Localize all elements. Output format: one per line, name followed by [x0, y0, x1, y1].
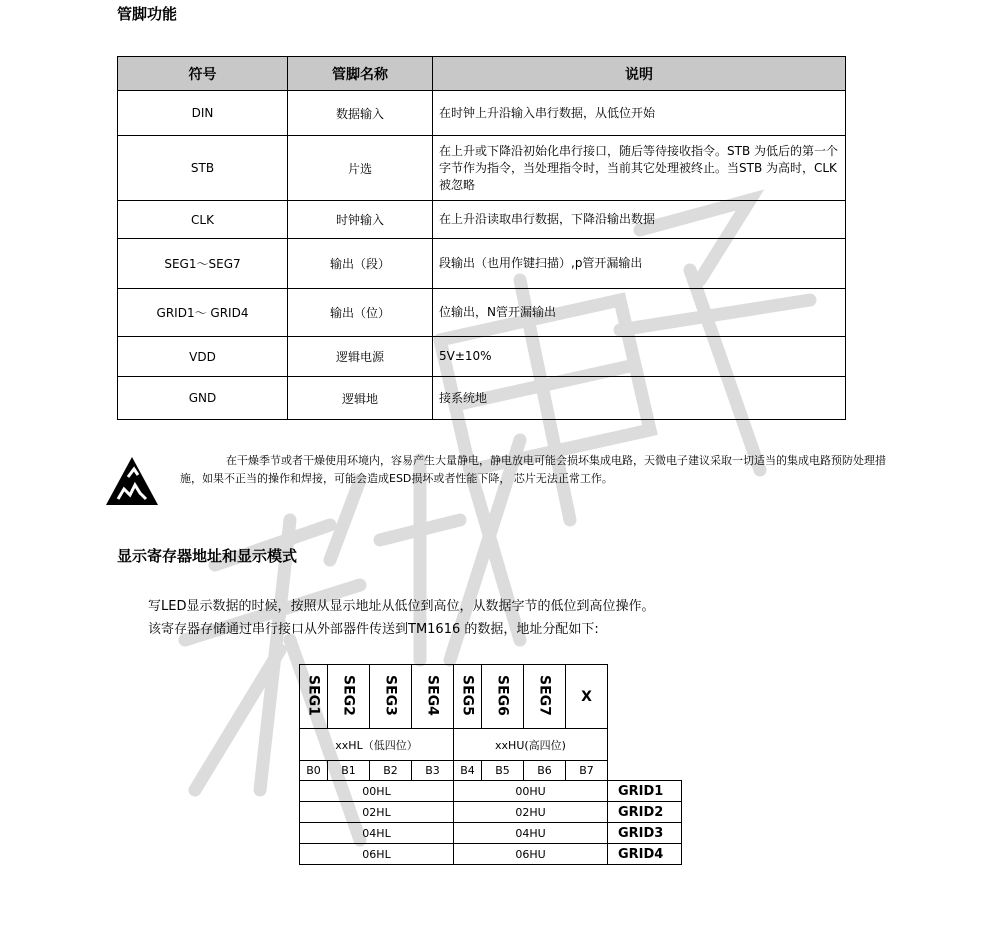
header-pin-name: 管脚名称 [288, 57, 433, 91]
pin-name: 时钟输入 [288, 201, 433, 239]
grid-label: GRID2 [608, 802, 682, 823]
low-address: 00HL [300, 781, 454, 802]
table-header-row [118, 57, 846, 91]
table-row [118, 289, 846, 337]
pin-symbol: DIN [118, 91, 288, 136]
seg-label: SEG7 [536, 674, 553, 716]
esd-warning-text: 在干燥季节或者干燥使用环境内，容易产生大量静电，静电放电可能会损坏集成电路，天微电子建议采取一切适当的集成电路预防处理措施，如果不正当的操作和焊接，可能会造成ESD损坏或者性能下降， 芯片无法正常工作。 [180, 454, 886, 485]
high-address: 00HU [454, 781, 608, 802]
table-row [118, 337, 846, 377]
grid-label: GRID4 [608, 844, 682, 865]
high-nibble-label: xxHU(高四位) [454, 729, 608, 761]
bit-label: B3 [412, 761, 454, 781]
seg-label: SEG5 [459, 674, 476, 716]
seg-cell [370, 665, 412, 729]
pin-desc: 在上升或下降沿初始化串行接口，随后等待接收指令。STB 为低后的第一个字节作为指令，当处理指令时，当前其它处理被终止。当STB 为高时，CLK 被忽略 [433, 136, 846, 201]
seg-label: SEG4 [424, 674, 441, 716]
high-address: 04HU [454, 823, 608, 844]
pin-desc: 段输出（也用作键扫描）,p管开漏输出 [433, 239, 846, 289]
seg-row [300, 665, 682, 729]
address-row [300, 844, 682, 865]
pin-name: 输出（位） [288, 289, 433, 337]
paragraph-1: 写LED显示数据的时候，按照从显示地址从低位到高位，从数据字节的低位到高位操作。 [148, 599, 655, 614]
pin-name: 数据输入 [288, 91, 433, 136]
table-row [118, 201, 846, 239]
nibble-row [300, 729, 682, 761]
pin-desc: 5V±10% [433, 337, 846, 377]
bit-label: B1 [328, 761, 370, 781]
pin-symbol: STB [118, 136, 288, 201]
esd-warning-icon [104, 455, 160, 507]
bit-label: B4 [454, 761, 482, 781]
high-address: 06HU [454, 844, 608, 865]
section-title-pin-function: 管脚功能 [117, 5, 178, 23]
address-row [300, 823, 682, 844]
x-label: X [581, 688, 592, 705]
grid-label: GRID3 [608, 823, 682, 844]
paragraph-2: 该寄存器存储通过串行接口从外部器件传送到TM1616 的数据，地址分配如下: [148, 622, 599, 637]
bit-row [300, 761, 682, 781]
seg-cell [524, 665, 566, 729]
pin-function-table [117, 56, 846, 420]
low-address: 04HL [300, 823, 454, 844]
address-row [300, 781, 682, 802]
low-address: 06HL [300, 844, 454, 865]
address-row [300, 802, 682, 823]
bit-label: B5 [482, 761, 524, 781]
low-nibble-label: xxHL（低四位） [300, 729, 454, 761]
table-row [118, 239, 846, 289]
pin-symbol: GRID1～ GRID4 [118, 289, 288, 337]
seg-cell [454, 665, 482, 729]
pin-symbol: VDD [118, 337, 288, 377]
pin-name: 输出（段） [288, 239, 433, 289]
seg-cell [412, 665, 454, 729]
section-title-display-register: 显示寄存器地址和显示模式 [117, 547, 298, 565]
pin-desc: 接系统地 [433, 377, 846, 420]
table-row [118, 91, 846, 136]
table-row [118, 136, 846, 201]
pin-name: 逻辑电源 [288, 337, 433, 377]
table-row [118, 377, 846, 420]
display-register-table [299, 664, 682, 865]
seg-cell [482, 665, 524, 729]
low-address: 02HL [300, 802, 454, 823]
bit-label: B6 [524, 761, 566, 781]
seg-cell [300, 665, 328, 729]
seg-label: SEG3 [382, 674, 399, 716]
pin-desc: 在时钟上升沿输入串行数据，从低位开始 [433, 91, 846, 136]
pin-symbol: GND [118, 377, 288, 420]
high-address: 02HU [454, 802, 608, 823]
pin-symbol: SEG1～SEG7 [118, 239, 288, 289]
pin-symbol: CLK [118, 201, 288, 239]
seg-cell [328, 665, 370, 729]
grid-label: GRID1 [608, 781, 682, 802]
bit-label: B0 [300, 761, 328, 781]
pin-desc: 在上升沿读取串行数据，下降沿输出数据 [433, 201, 846, 239]
seg-cell [566, 665, 608, 729]
header-description: 说明 [433, 57, 846, 91]
pin-name: 逻辑地 [288, 377, 433, 420]
pin-desc: 位输出，N管开漏输出 [433, 289, 846, 337]
seg-label: SEG2 [340, 674, 357, 716]
pin-name: 片选 [288, 136, 433, 201]
bit-label: B2 [370, 761, 412, 781]
seg-label: SEG6 [494, 674, 511, 716]
seg-label: SEG1 [305, 674, 322, 716]
header-symbol: 符号 [118, 57, 288, 91]
bit-label: B7 [566, 761, 608, 781]
